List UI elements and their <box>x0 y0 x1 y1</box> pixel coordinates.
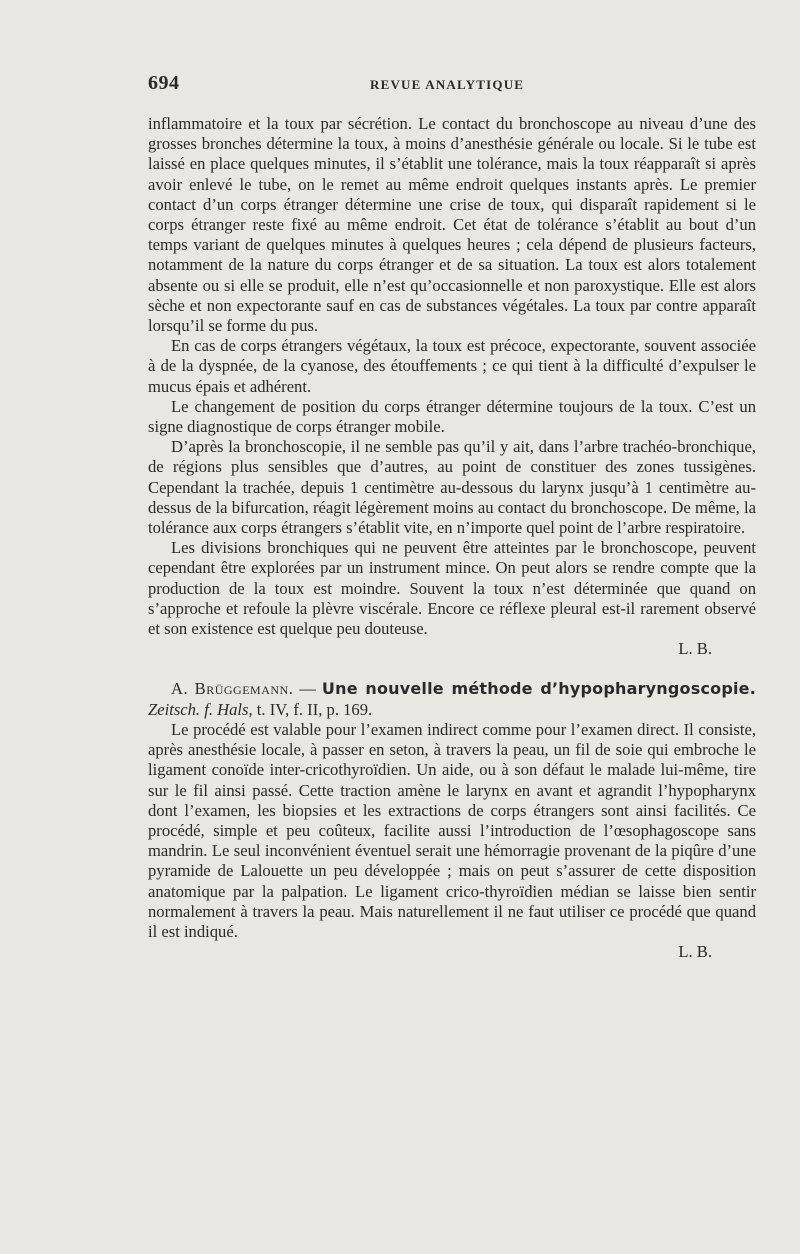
article-reference <box>148 679 756 719</box>
page-number: 694 <box>148 72 180 94</box>
reference-details: t. IV, f. II, p. 169. <box>252 699 373 719</box>
signature: L. B. <box>678 639 712 659</box>
reference-title: Une nouvelle méthode d’hypopharyngoscopie. <box>321 679 756 699</box>
paragraph: Le changement de position du corps étranger détermine toujours de la toux. C’est un signe diagnostique de corps étranger mobile. <box>148 396 756 437</box>
paragraph: D’après la bronchoscopie, il ne semble pas qu’il y ait, dans l’arbre trachéo-bronchique, de régions plus sensibles que d’autres, au point de constituer des zones tussigènes. Cependant la trachée, depuis 1 centimètre au-dessous du larynx jusqu’à 1 centimètre au-dessus de la bifurcation, réagit légèrement moins au contact du bronchoscope. De même, la tolérance aux corps étrangers s’établit vite, en n’importe quel point de l’arbre respiratoire. <box>148 437 756 538</box>
reference-dash: — <box>293 679 322 699</box>
reference-journal: Zeitsch. f. Hals, <box>148 699 253 719</box>
paragraph: Le procédé est valable pour l’examen indirect comme pour l’examen direct. Il consiste, après anesthésie locale, à passer en seton, à travers la peau, un fil de soie qui embroche le ligament conoïde inter-cricothyroïdien. Un aide, ou à son défaut le malade lui-même, tire sur le fil ainsi passé. Cette traction amène le larynx en avant et agrandit l’hypopharynx dont l’examen, les biopsies et les extractions de corps étrangers sont ainsi facilités. Ce procédé, simple et peu coûteux, facilite aussi l’introduction de l’œsophagoscope sans mandrin. Le seul inconvénient éventuel serait une hémorragie provenant de la piqûre d’une pyramide de Lalouette un peu développée ; mais on peut s’assurer de cette disposition anatomique par la palpation. Le ligament crico-thyroïdien médian se laisse bien sentir normalement à travers la peau. Mais naturellement il ne faut utiliser ce procédé que quand il est indiqué. <box>148 719 756 941</box>
paragraph: inflammatoire et la toux par sécrétion. Le contact du bronchoscope au niveau d’une des grosses bronches détermine la toux, à moins d’anesthésie générale ou locale. Si le tube est laissé en place quelques minutes, il s’établit une tolérance, mais la toux réapparaît si après avoir enlevé le tube, on le remet au même endroit quelques instants après. Le premier contact d’un corps étranger détermine une crise de toux, qui disparaît rapidement si le corps étranger reste fixé au même endroit. Cet état de tolérance s’établit au bout d’un temps variant de quelques minutes à quelques heures ; cela dépend de plusieurs facteurs, notamment de la nature du corps étranger et de sa situation. La toux est alors totalement absente ou si elle se produit, elle n’est qu’occasionnelle et non paroxystique. Elle est alors sèche et non expectorante sauf en cas de substances végétales. La toux par contre apparaît lorsqu’il se forme du pus. <box>148 114 756 336</box>
page-header <box>148 72 756 96</box>
paragraph: Les divisions bronchiques qui ne peuvent être atteintes par le bronchoscope, peuvent cependant être explorées par un instrument mince. On peut alors se rendre compte que la production de la toux est moindre. Souvent la toux n’est déterminée que quand on s’approche et refoule la plèvre viscérale. Encore ce réflexe pleural est-il rarement observé et son existence est quelque peu douteuse. <box>148 538 756 639</box>
running-head: REVUE ANALYTIQUE <box>370 77 525 92</box>
paragraph: En cas de corps étrangers végétaux, la toux est précoce, expectorante, souvent associée à de la dyspnée, de la cyanose, des étouffements ; ce qui tient à la difficulté d’expulser le mucus épais et adhérent. <box>148 336 756 396</box>
signature: L. B. <box>678 942 712 962</box>
body-text <box>148 114 756 962</box>
reference-author: A. Brüggemann. <box>171 679 294 699</box>
